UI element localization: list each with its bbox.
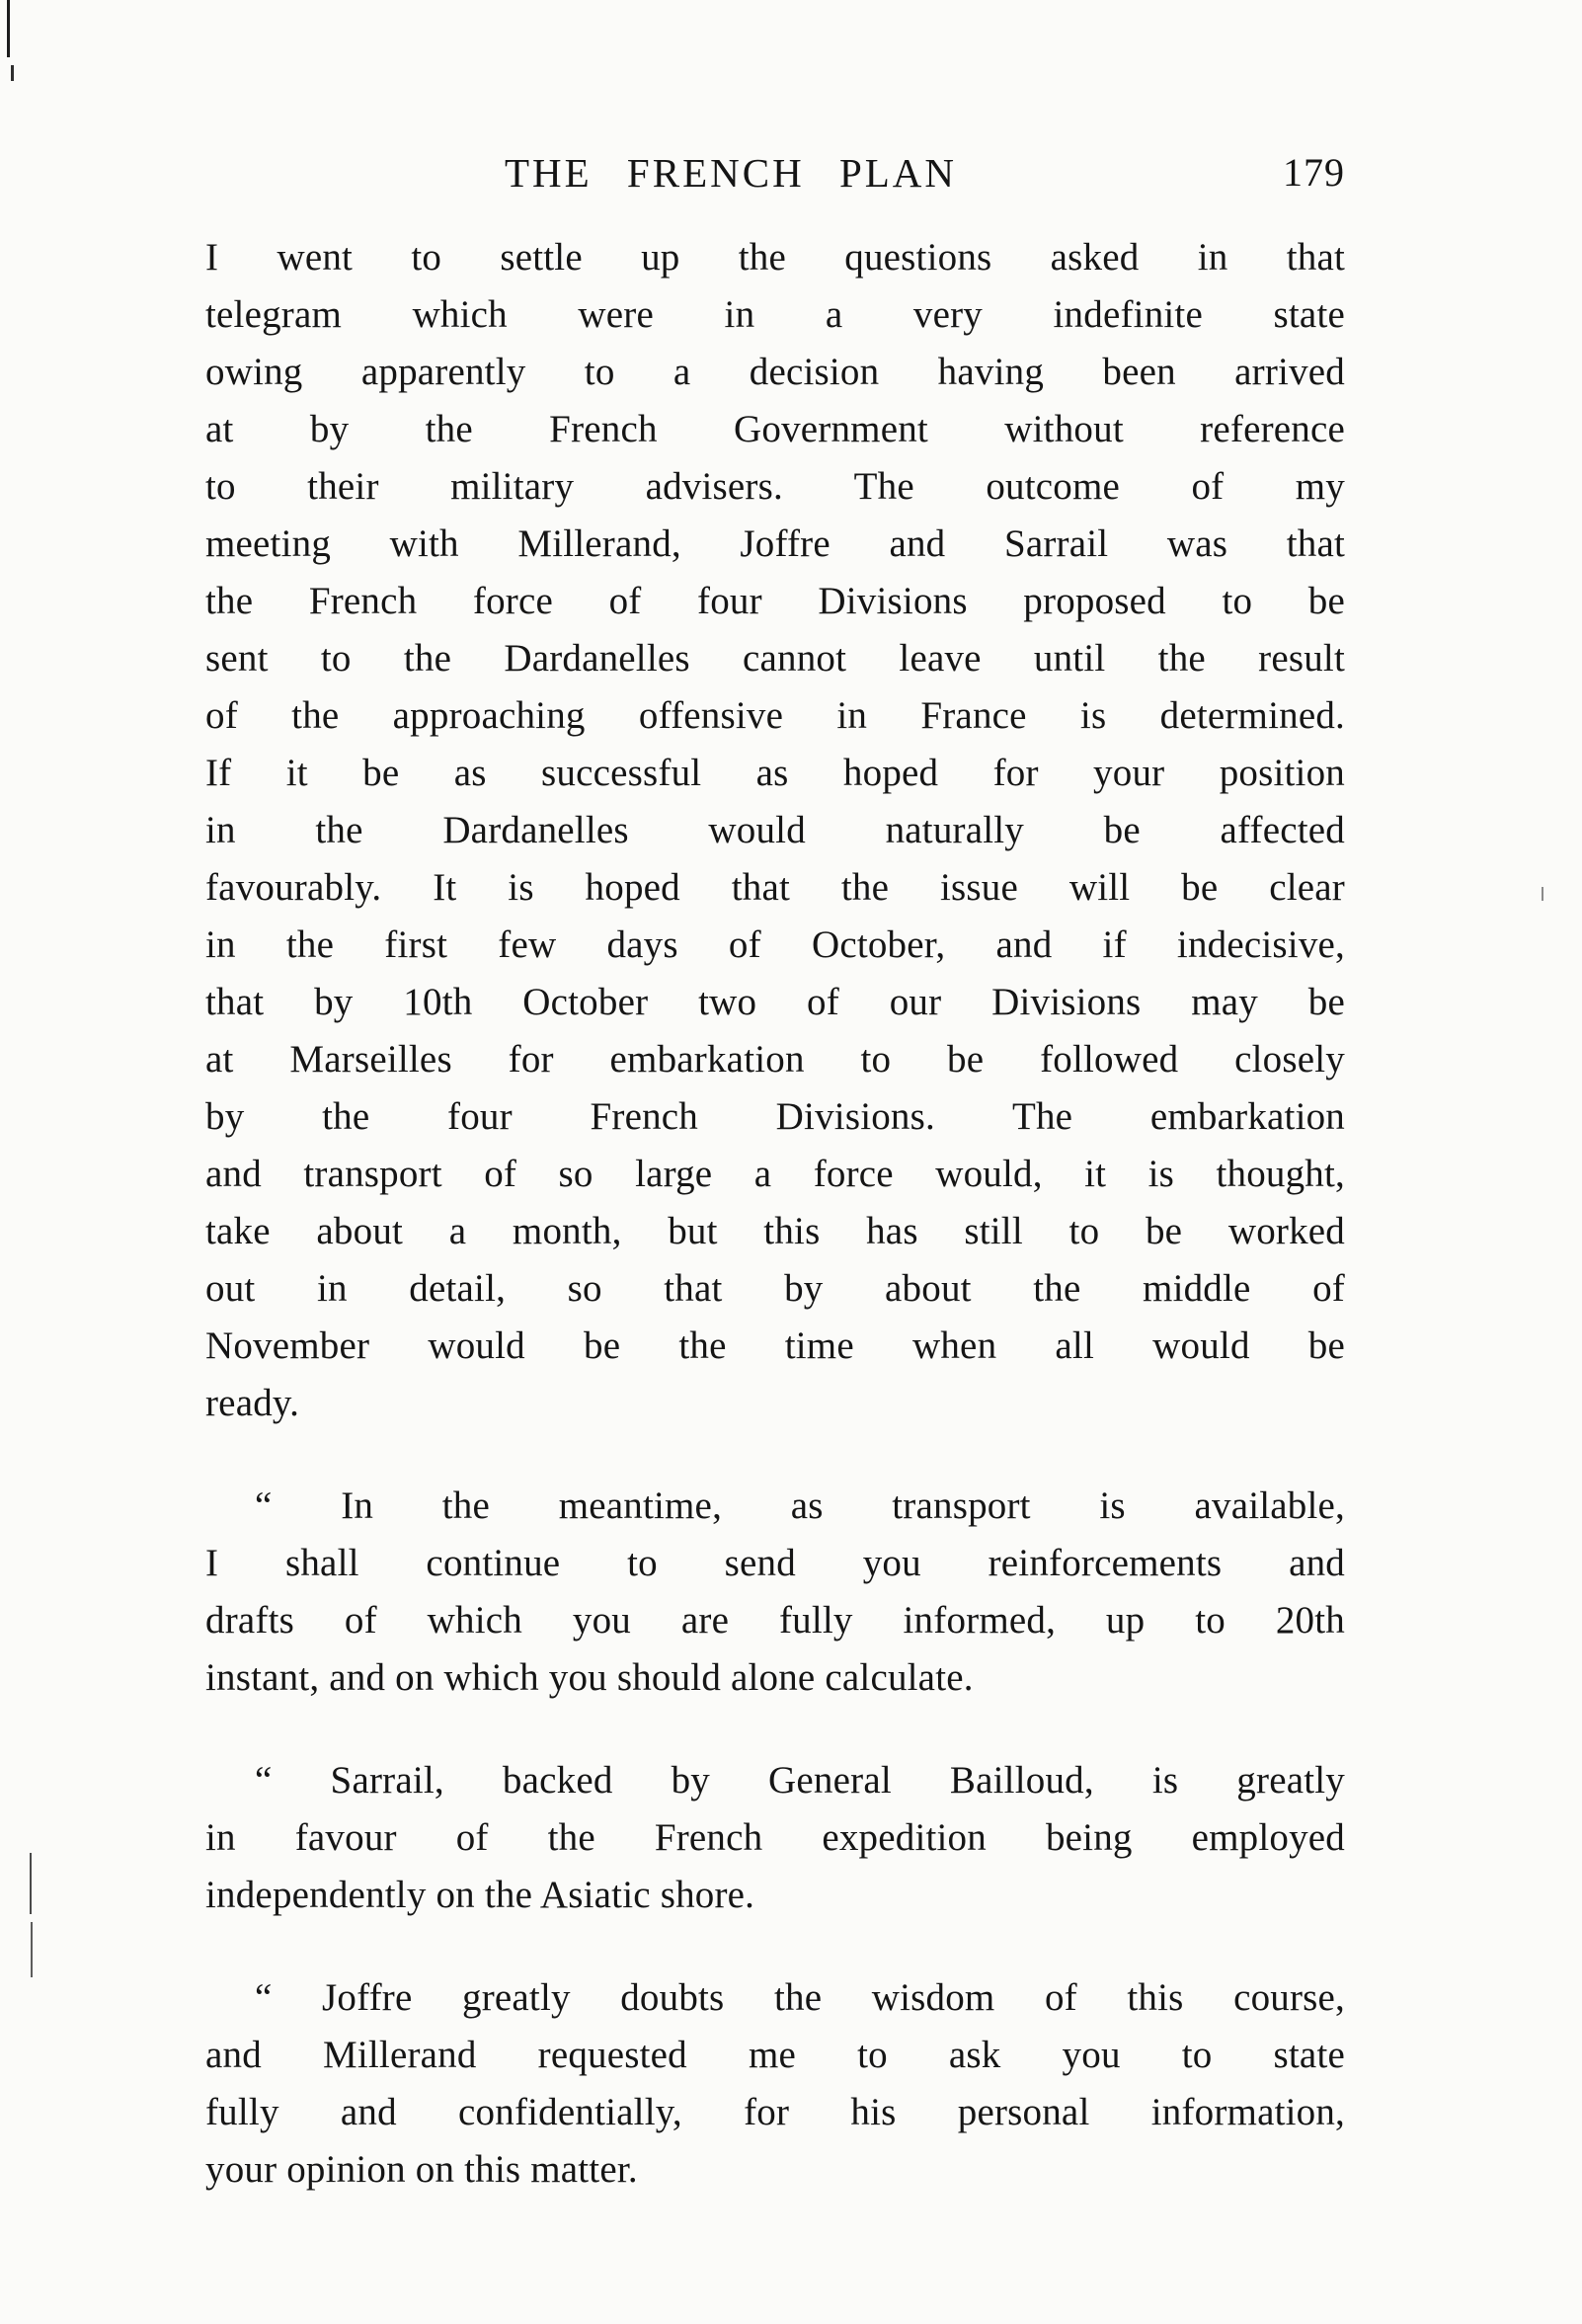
text-line: favourably. It is hoped that the issue will be clear [205, 866, 1345, 909]
text-line: take about a month, but this has still to be worked [205, 1210, 1345, 1252]
book-page [205, 144, 1345, 2199]
text-line: at Marseilles for embarkation to be followed closely [205, 1038, 1345, 1081]
text-line: to their military advisers. The outcome of my [205, 465, 1345, 508]
scan-artifact [11, 65, 14, 81]
text-line: in the Dardanelles would naturally be affected [205, 809, 1345, 851]
text-line: If it be as successful as hoped for your position [205, 752, 1345, 794]
text-line: the French force of four Divisions proposed to be [205, 580, 1345, 622]
text-line: owing apparently to a decision having been arrived [205, 351, 1345, 393]
scan-artifact [31, 1922, 33, 1977]
scan-artifact [7, 0, 10, 57]
scan-artifact [1542, 887, 1543, 901]
text-line: meeting with Millerand, Joffre and Sarrail was that [205, 522, 1345, 565]
page-title: THE FRENCH PLAN [504, 150, 958, 196]
body-paragraph [205, 1752, 1345, 1924]
body-paragraph [205, 1969, 1345, 2199]
page-number: 179 [1283, 150, 1345, 195]
text-line: ready. [205, 1382, 300, 1424]
running-header [205, 144, 1345, 201]
text-line: at by the French Government without reference [205, 408, 1345, 450]
text-line: I went to settle up the questions asked in that [205, 236, 1345, 279]
text-line: of the approaching offensive in France is determined. [205, 694, 1345, 737]
text-line: in the first few days of October, and if indecisive, [205, 923, 1345, 966]
text-line: “ Joffre greatly doubts the wisdom of this course, [255, 1976, 1345, 2019]
text-line: I shall continue to send you reinforcements and [205, 1542, 1345, 1584]
text-line: and Millerand requested me to ask you to state [205, 2034, 1345, 2076]
scan-artifact [30, 1853, 32, 1914]
text-line: your opinion on this matter. [205, 2148, 638, 2191]
text-line: “ Sarrail, backed by General Bailloud, is greatly [255, 1759, 1345, 1802]
text-line: sent to the Dardanelles cannot leave until the result [205, 637, 1345, 680]
text-block [205, 229, 1345, 2199]
text-line: telegram which were in a very indefinite state [205, 293, 1345, 336]
text-line: instant, and on which you should alone calculate. [205, 1656, 974, 1699]
text-line: “ In the meantime, as transport is available, [255, 1484, 1345, 1527]
text-line: fully and confidentially, for his personal information, [205, 2091, 1345, 2133]
text-line: in favour of the French expedition being employed [205, 1816, 1345, 1859]
text-line: drafts of which you are fully informed, up to 20th [205, 1599, 1345, 1642]
body-paragraph [205, 1478, 1345, 1707]
body-paragraph [205, 229, 1345, 1432]
text-line: November would be the time when all would be [205, 1324, 1345, 1367]
text-line: and transport of so large a force would, it is thought, [205, 1153, 1345, 1195]
text-line: independently on the Asiatic shore. [205, 1874, 755, 1916]
text-line: by the four French Divisions. The embarkation [205, 1095, 1345, 1138]
text-line: that by 10th October two of our Divisions may be [205, 981, 1345, 1023]
text-line: out in detail, so that by about the middle of [205, 1267, 1345, 1310]
